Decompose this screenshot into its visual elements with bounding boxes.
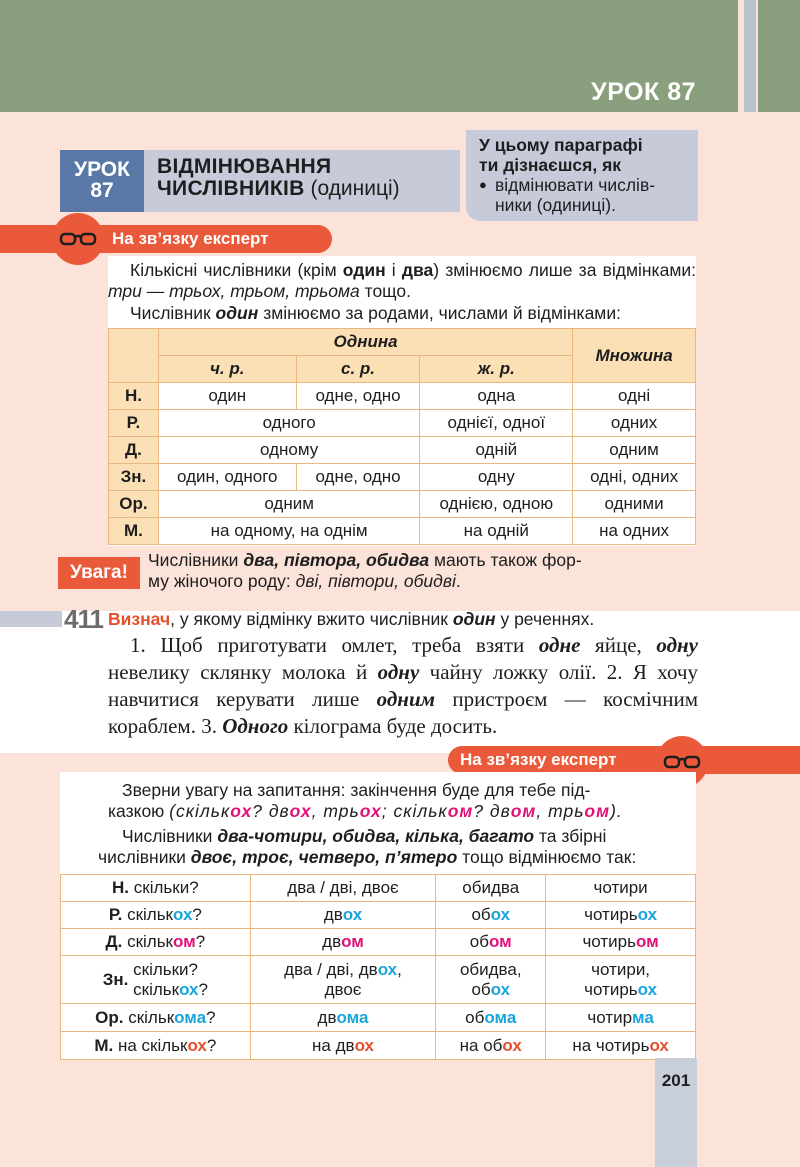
exercise-number: 411: [64, 604, 103, 634]
declension-table-two: [60, 874, 696, 1060]
gender-neuter: с. р.: [296, 356, 420, 383]
glasses-icon: [52, 213, 104, 265]
exercise-marker: [0, 611, 62, 627]
lesson-label: УРОК: [74, 158, 130, 181]
table-corner: [109, 329, 159, 383]
table-row: Зн. один, одного одне, одно одну одні, одних: [109, 464, 696, 491]
aims-box: [466, 130, 698, 221]
table-row: Р. одного однієї, одної одних: [109, 410, 696, 437]
title-line-1: ВІДМІНЮВАННЯ: [157, 155, 332, 178]
expert2-paragraph-3: числівники двоє, троє, четверо, п’ятеро тощо відмінюємо так:: [98, 847, 637, 867]
plural-header: Множина: [573, 329, 696, 383]
table-row: М. на одному, на однім на одній на одних: [109, 518, 696, 545]
attention-label: Увага!: [58, 557, 140, 589]
expert1-paragraph-1: Кількісні числівники (крім один і два) змінюємо лише за відмінками: три — трьох, трьом, трьома тощо.: [108, 260, 696, 301]
exercise-task: Визнач, у якому відмінку вжито числівник один у реченнях.: [108, 609, 595, 629]
singular-header: Однина: [158, 329, 572, 356]
table-row: Ор. одним однією, одною одними: [109, 491, 696, 518]
lesson-title: [144, 150, 460, 212]
header-corner: [758, 0, 800, 112]
table-row: Н. один одне, одно одна одні: [109, 383, 696, 410]
table-row: Д. скільком? двом обом чотирьом: [61, 929, 696, 956]
gender-masculine: ч. р.: [158, 356, 296, 383]
page-number: 201: [661, 1071, 691, 1090]
lesson-number: 87: [90, 179, 114, 202]
aims-heading-1: У цьому параграфі: [479, 135, 643, 155]
table-row: Зн. скільки? скількох? два / дві, двох, двоє обидва, обох чотири, чотирьох: [61, 956, 696, 1004]
gender-feminine: ж. р.: [420, 356, 573, 383]
table-row: Р. скількох? двох обох чотирьох: [61, 902, 696, 929]
declension-table-one: [108, 328, 696, 545]
expert-label-1: На зв’язку експерт: [0, 225, 332, 253]
table-row: Ор. скількома? двома обома чотирма: [61, 1004, 696, 1032]
expert2-paragraph-2: Числівники два-чотири, обидва, кілька, багато та збірні: [122, 826, 607, 846]
table-row: М. на скількох? на двох на обох на чотирьох: [61, 1032, 696, 1060]
aims-heading-2: ти дізнаєшся, як: [479, 155, 622, 175]
header-lesson-label: УРОК 87: [591, 78, 696, 106]
title-subtitle: (одиниці): [310, 177, 400, 200]
header-accent-strip: [744, 0, 756, 112]
aims-item-line-1: ● відмінювати числів-: [479, 175, 698, 195]
expert2-paragraph-1-cont: казкою (скількох? двох, трьох; скільком? двом, трьом).: [108, 801, 623, 821]
expert1-paragraph-2: Числівник один змінюємо за родами, числами й відмінками:: [130, 303, 621, 323]
lesson-number-box: [60, 150, 144, 212]
table-row: Н. скільки? два / дві, двоє обидва чотири: [61, 875, 696, 902]
exercise-text: 1. Щоб приготувати омлет, треба взяти одне яйце, одну невелику склянку молока й одну чайну ложку олії. 2. Я хочу навчитися керувати лише одним пристроєм — космічним кораблем. 3. Одного кілограма буде досить.: [108, 633, 699, 738]
attention-text: Числівники два, півтора, обидва мають також фор- му жіночого роду: дві, півтори, обидві.: [148, 550, 582, 591]
expert2-paragraph-1: Зверни увагу на запитання: закінчення буде для тебе під-: [122, 780, 591, 800]
title-line-2: ЧИСЛІВНИКІВ: [157, 177, 305, 200]
table-row: Д. одному одній одним: [109, 437, 696, 464]
aims-item-line-2: ники (одиниці).: [495, 195, 616, 215]
expert-label-2: На зв’язку експерт: [448, 746, 800, 774]
